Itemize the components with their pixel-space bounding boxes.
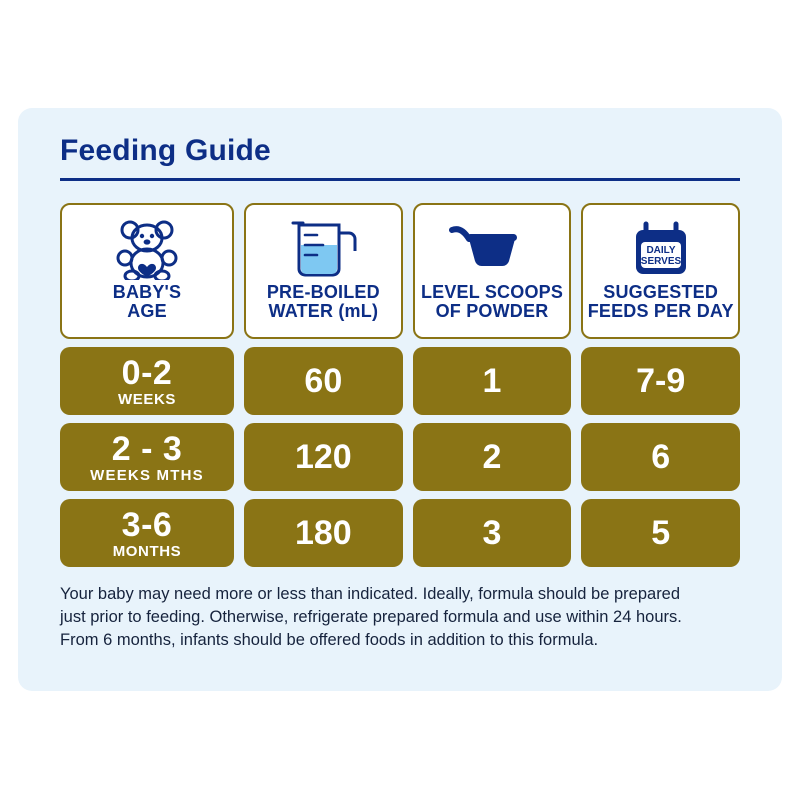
- header-cell-suggested-feeds: [581, 203, 740, 339]
- header-cell-level-scoops: [413, 203, 572, 339]
- scoop-icon: [449, 213, 535, 283]
- age-sub: WEEKS MTHS: [90, 466, 204, 484]
- cell-scoops-row3: [413, 499, 572, 567]
- cell-feeds-row3: [581, 499, 740, 567]
- cell-feeds-row2: [581, 423, 740, 491]
- feeds-value: 7-9: [636, 362, 686, 400]
- daily-serves-calendar-icon: [628, 213, 694, 283]
- cell-age-row1: [60, 347, 234, 415]
- footnote-line-2: just prior to feeding. Otherwise, refrigerate prepared formula and use within 24 hours.: [60, 607, 682, 626]
- cell-water-row3: [244, 499, 403, 567]
- header-label-line1: BABY'S: [112, 282, 182, 302]
- age-sub: MONTHS: [112, 542, 182, 560]
- header-label-line1: SUGGESTED: [603, 282, 719, 302]
- teddy-bear-icon: [116, 213, 178, 283]
- age-main: 3-6: [121, 505, 173, 544]
- column-suggested-feeds: [581, 203, 740, 567]
- age-main: 0-2: [121, 353, 173, 392]
- header-label-line1: PRE-BOILED: [266, 282, 380, 302]
- header-label-line2: OF POWDER: [435, 301, 549, 322]
- cell-feeds-row1: [581, 347, 740, 415]
- scoops-value: 3: [482, 514, 502, 552]
- header-cell-baby-age: [60, 203, 234, 339]
- page-title: Feeding Guide: [60, 134, 271, 167]
- column-pre-boiled-water: [244, 203, 403, 567]
- footnote-line-1: Your baby may need more or less than indicated. Ideally, formula should be prepared: [60, 585, 681, 603]
- header-label-line1: LEVEL SCOOPS: [420, 282, 564, 302]
- cell-water-row2: [244, 423, 403, 491]
- water-value: 180: [294, 514, 352, 552]
- title-divider: [60, 178, 740, 181]
- water-value: 120: [294, 438, 352, 476]
- cell-age-row3: [60, 499, 234, 567]
- cell-scoops-row2: [413, 423, 572, 491]
- measuring-jug-icon: [287, 213, 359, 283]
- header-label-line2: AGE: [127, 301, 167, 322]
- header-label-level-scoops: [417, 283, 567, 322]
- scoops-value: 1: [482, 362, 502, 400]
- water-value: 60: [304, 362, 343, 400]
- scoops-value: 2: [482, 438, 502, 476]
- footnote-line-3: From 6 months, infants should be offered foods in addition to this formula.: [60, 630, 599, 649]
- feeding-guide-table: [60, 203, 740, 567]
- header-label-line2: FEEDS PER DAY: [587, 301, 734, 322]
- header-label-line2: WATER (mL): [268, 301, 379, 322]
- column-baby-age: [60, 203, 234, 567]
- cell-age-row2: [60, 423, 234, 491]
- cell-scoops-row1: [413, 347, 572, 415]
- header-label-baby-age: [109, 283, 186, 322]
- daily-serves-line1: DAILY: [646, 245, 676, 256]
- header-label-pre-boiled-water: [263, 283, 384, 322]
- daily-serves-line2: SERVES: [640, 256, 681, 267]
- cell-water-row1: [244, 347, 403, 415]
- age-sub: WEEKS: [117, 390, 176, 408]
- footnote: [60, 583, 740, 651]
- column-level-scoops: [413, 203, 572, 567]
- header-cell-pre-boiled-water: [244, 203, 403, 339]
- feeds-value: 5: [651, 514, 671, 552]
- age-main: 2 - 3: [111, 429, 183, 468]
- feeding-guide-panel: [18, 108, 782, 691]
- header-label-suggested-feeds: [584, 283, 738, 322]
- feeds-value: 6: [651, 438, 671, 476]
